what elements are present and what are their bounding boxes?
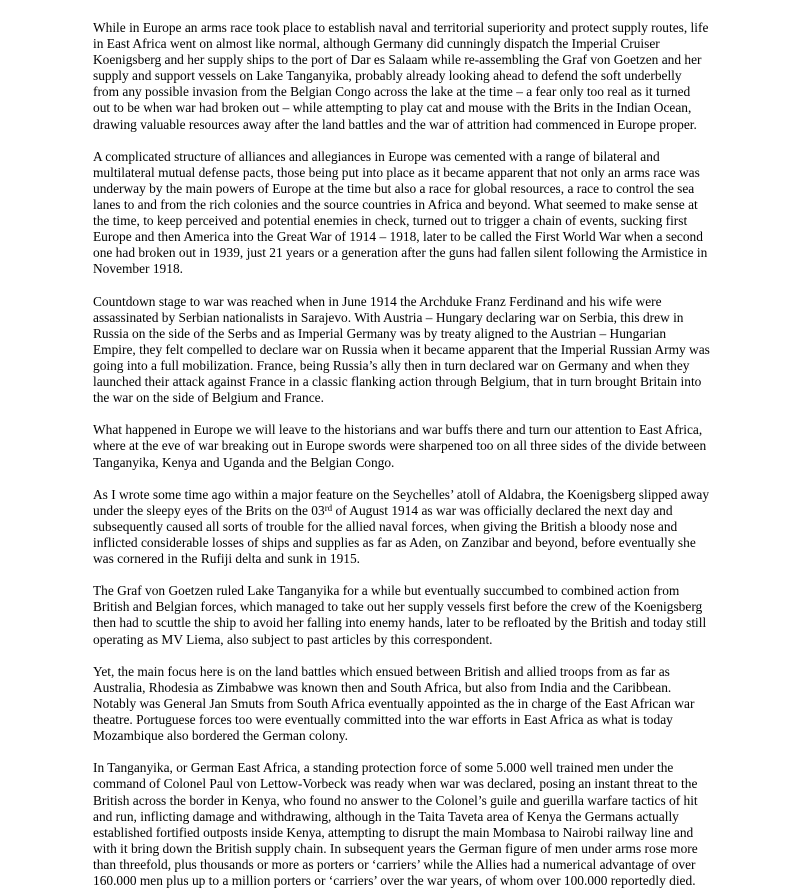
- paragraph-tanganyika: In Tanganyika, or German East Africa, a standing protection force of some 5.000 well trained men under the command of Colonel Paul von Lettow-Vorbeck was ready when war was declared, posing an instant threat to the British across the border in Kenya, who found no answer to the Colonel’s guile and guerilla warfare tactics of hit and run, inflicting damage and withdrawing, although in the Taita Taveta area of Kenya the Germans actually established fortified outposts inside Kenya, attempting to disrupt the main Mombasa to Nairobi railway line and with it bring down the British supply chain. In subsequent years the German figure of men under arms rose more than threefold, plus thousands or more as porters or ‘carriers’ while the Allies had a numerical advantage of over 160.000 men plus up to a million porters or ‘carriers’ over the war years, of whom over 100.000 reportedly died.: [93, 760, 698, 888]
- paragraph-alliances: A complicated structure of alliances and allegiances in Europe was cemented with a range of bilateral and multilateral mutual defense pacts, those being put into place as it became apparent that not only an arms race was underway by the main powers of Europe at the time but also a race for global resources, a race to control the sea lanes to and from the rich colonies and the source countries in Africa and beyond. What seemed to make sense at the time, to keep perceived and potential enemies in check, turned out to trigger a chain of events, sucking first Europe and then America into the Great War of 1914 – 1918, later to be called the First World War when a second one had broken out in 1939, just 21 years or a generation after the guns had fallen silent following the Armistice in November 1918.: [93, 148, 708, 277]
- paragraph-east-africa: What happened in Europe we will leave to the historians and war buffs there and turn our attention to East Africa, where at the eve of war breaking out in Europe swords were sharpened too on all three sides of the divide between Tanganyika, Kenya and Uganda and the Belgian Congo.: [93, 422, 707, 470]
- paragraph-countdown: Countdown stage to war was reached when in June 1914 the Archduke Franz Ferdinand and his wife were assassinated by Serbian nationalists in Sarajevo. With Austria – Hungary declaring war on Serbia, this drew in Russia on the side of the Serbs and as Imperial Germany was by treaty aligned to the Austrian – Hungarian Empire, they felt compelled to declare war on Russia when it became apparent that the Imperial Russian Army was going into a full mobilization. France, being Russia’s ally then in turn declared war on Germany and when they launched their attack against France in a classic flanking action through Belgium, that in turn brought Britain into the war on the side of Belgium and France.: [93, 293, 710, 406]
- paragraph-land-battles: Yet, the main focus here is on the land battles which ensued between British and allied troops from as far as Australia, Rhodesia as Zimbabwe was known then and South Africa, but also from India and the Caribbean. Notably was General Jan Smuts from South Africa eventually appointed as the in charge of the East African war theatre. Portuguese forces too were eventually committed into the war efforts in East Africa as what is today Mozambique also bordered the German colony.: [93, 663, 695, 744]
- koenigsberg-text-after: of August 1914 as war was officially declared the next day and subsequently caused all sorts of trouble for the allied naval forces, when giving the British a bloody nose and inflicted considerable losses of ships and supplies as far as Aden, on Zanzibar and beyond, before eventually she was cornered in the Rufiji delta and sunk in 1915.: [93, 502, 696, 567]
- paragraph-koenigsberg: [93, 487, 710, 567]
- ordinal-suffix: rd: [324, 502, 333, 513]
- paragraph-arms-race: While in Europe an arms race took place to establish naval and territorial superiority and protect supply routes, life in East Africa went on almost like normal, although Germany did cunningly dispatch the Imperial Cruiser Koenigsberg and her supply ships to the port of Dar es Salaam while re-assembling the Graf von Goetzen and her supply and support vessels on Lake Tanganyika, probably already looking ahead to defend the soft underbelly from any possible invasion from the Belgian Congo across the lake at the time – a fear only too real as it turned out to be when war had broken out – while attempting to play cat and mouse with the Brits in the Indian Ocean, drawing valuable resources away after the land battles and the war of attrition had commenced in Europe proper.: [93, 20, 709, 132]
- koenigsberg-text-before: As I wrote some time ago within a major feature on the Seychelles’ atoll of Aldabra, the Koenigsberg slipped away under the sleepy eyes of the Brits on the 03: [93, 486, 710, 518]
- paragraph-graf-von-goetzen: The Graf von Goetzen ruled Lake Tanganyika for a while but eventually succumbed to combined action from British and Belgian forces, which managed to take out her supply vessels first before the crew of the Koenigsberg then had to scuttle the ship to avoid her falling into enemy hands, later to be refloated by the British and today still operating as MV Liema, also subject to past articles by this correspondent.: [93, 583, 707, 647]
